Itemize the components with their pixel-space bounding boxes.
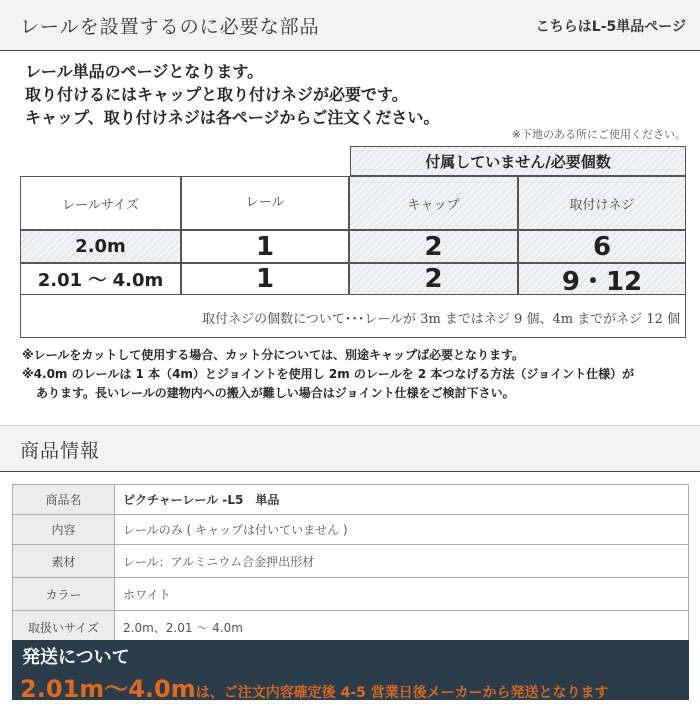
row-label: カラー (13, 578, 115, 611)
screw-count-note: 取付ネジの個数について･･･レールが 3m まではネジ 9 個、4m までがネジ 12 個 (202, 312, 680, 327)
product-info-header (0, 425, 700, 472)
note-line: ※レールをカットして使用する場合、カット分については、別途キャップば必要となります。 (22, 348, 524, 362)
row-cap-count: 2 (349, 263, 518, 295)
table-row (13, 515, 689, 545)
note-line: あります。長いレールの建物内への搬入が難しい場合はジョイント仕様をご検討下さい。 (36, 386, 515, 400)
col-header-size: レールサイズ (20, 176, 181, 230)
row-label: 取扱いサイズ (13, 611, 115, 644)
row-screw-count: 6 (518, 230, 686, 263)
row-value: 2.0m、2.01 〜 4.0m (115, 611, 689, 644)
shipping-range: 2.01m〜4.0m (20, 675, 196, 703)
row-size: 2.01 〜 4.0m (20, 263, 181, 295)
table-row (13, 545, 689, 578)
row-value: レール：アルミニウム合金押出形材 (115, 545, 689, 578)
intro-line: キャップ、取り付けネジは各ページからご注文ください。 (25, 108, 440, 127)
row-rail-count: 1 (181, 263, 349, 295)
row-size: 2.0m (20, 230, 181, 263)
row-cap-count: 2 (349, 230, 518, 263)
shipping-detail: は、ご注文内容確定後 4-5 営業日後メーカーから発送となります (195, 685, 609, 701)
section-title: 商品情報 (20, 440, 101, 462)
col-header-cap: キャップ (349, 176, 518, 230)
table-row (13, 485, 689, 515)
shipping-banner (12, 640, 689, 703)
table-row (13, 578, 689, 611)
row-value: レールのみ ( キャップは付いていません ) (115, 515, 689, 545)
row-label: 内容 (13, 515, 115, 545)
row-value: ホワイト (115, 578, 689, 611)
page-title: レールを設置するのに必要な部品 (20, 16, 320, 38)
intro-line: 取り付けるにはキャップと取り付けネジが必要です。 (25, 85, 408, 104)
row-screw-count: 9・12 (518, 263, 686, 295)
col-header-screw: 取付けネジ (518, 176, 686, 230)
usage-notes (22, 346, 634, 403)
row-value: ピクチャーレール -L5 単品 (115, 485, 689, 515)
row-label: 商品名 (13, 485, 115, 515)
parts-group-header: 付属していません/必要個数 (350, 146, 686, 176)
col-header-rail: レール (181, 176, 349, 230)
page-label: こちらはL-5単品ページ (535, 19, 686, 35)
page-header (0, 0, 700, 51)
intro-line: レール単品のページとなります。 (25, 62, 264, 81)
note-line: ※4.0m のレールは 1 本（4m）とジョイントを使用し 2m のレールを 2 本つなげる方法（ジョイント仕様）が (22, 367, 635, 381)
row-label: 素材 (13, 545, 115, 578)
mounting-note: ※下地のある所にご使用ください。 (511, 128, 686, 141)
shipping-title: 発送について (22, 647, 130, 668)
row-rail-count: 1 (181, 230, 349, 263)
intro-text (25, 60, 439, 129)
product-info-table (12, 484, 689, 644)
shipping-text (20, 669, 609, 704)
table-row (13, 611, 689, 644)
